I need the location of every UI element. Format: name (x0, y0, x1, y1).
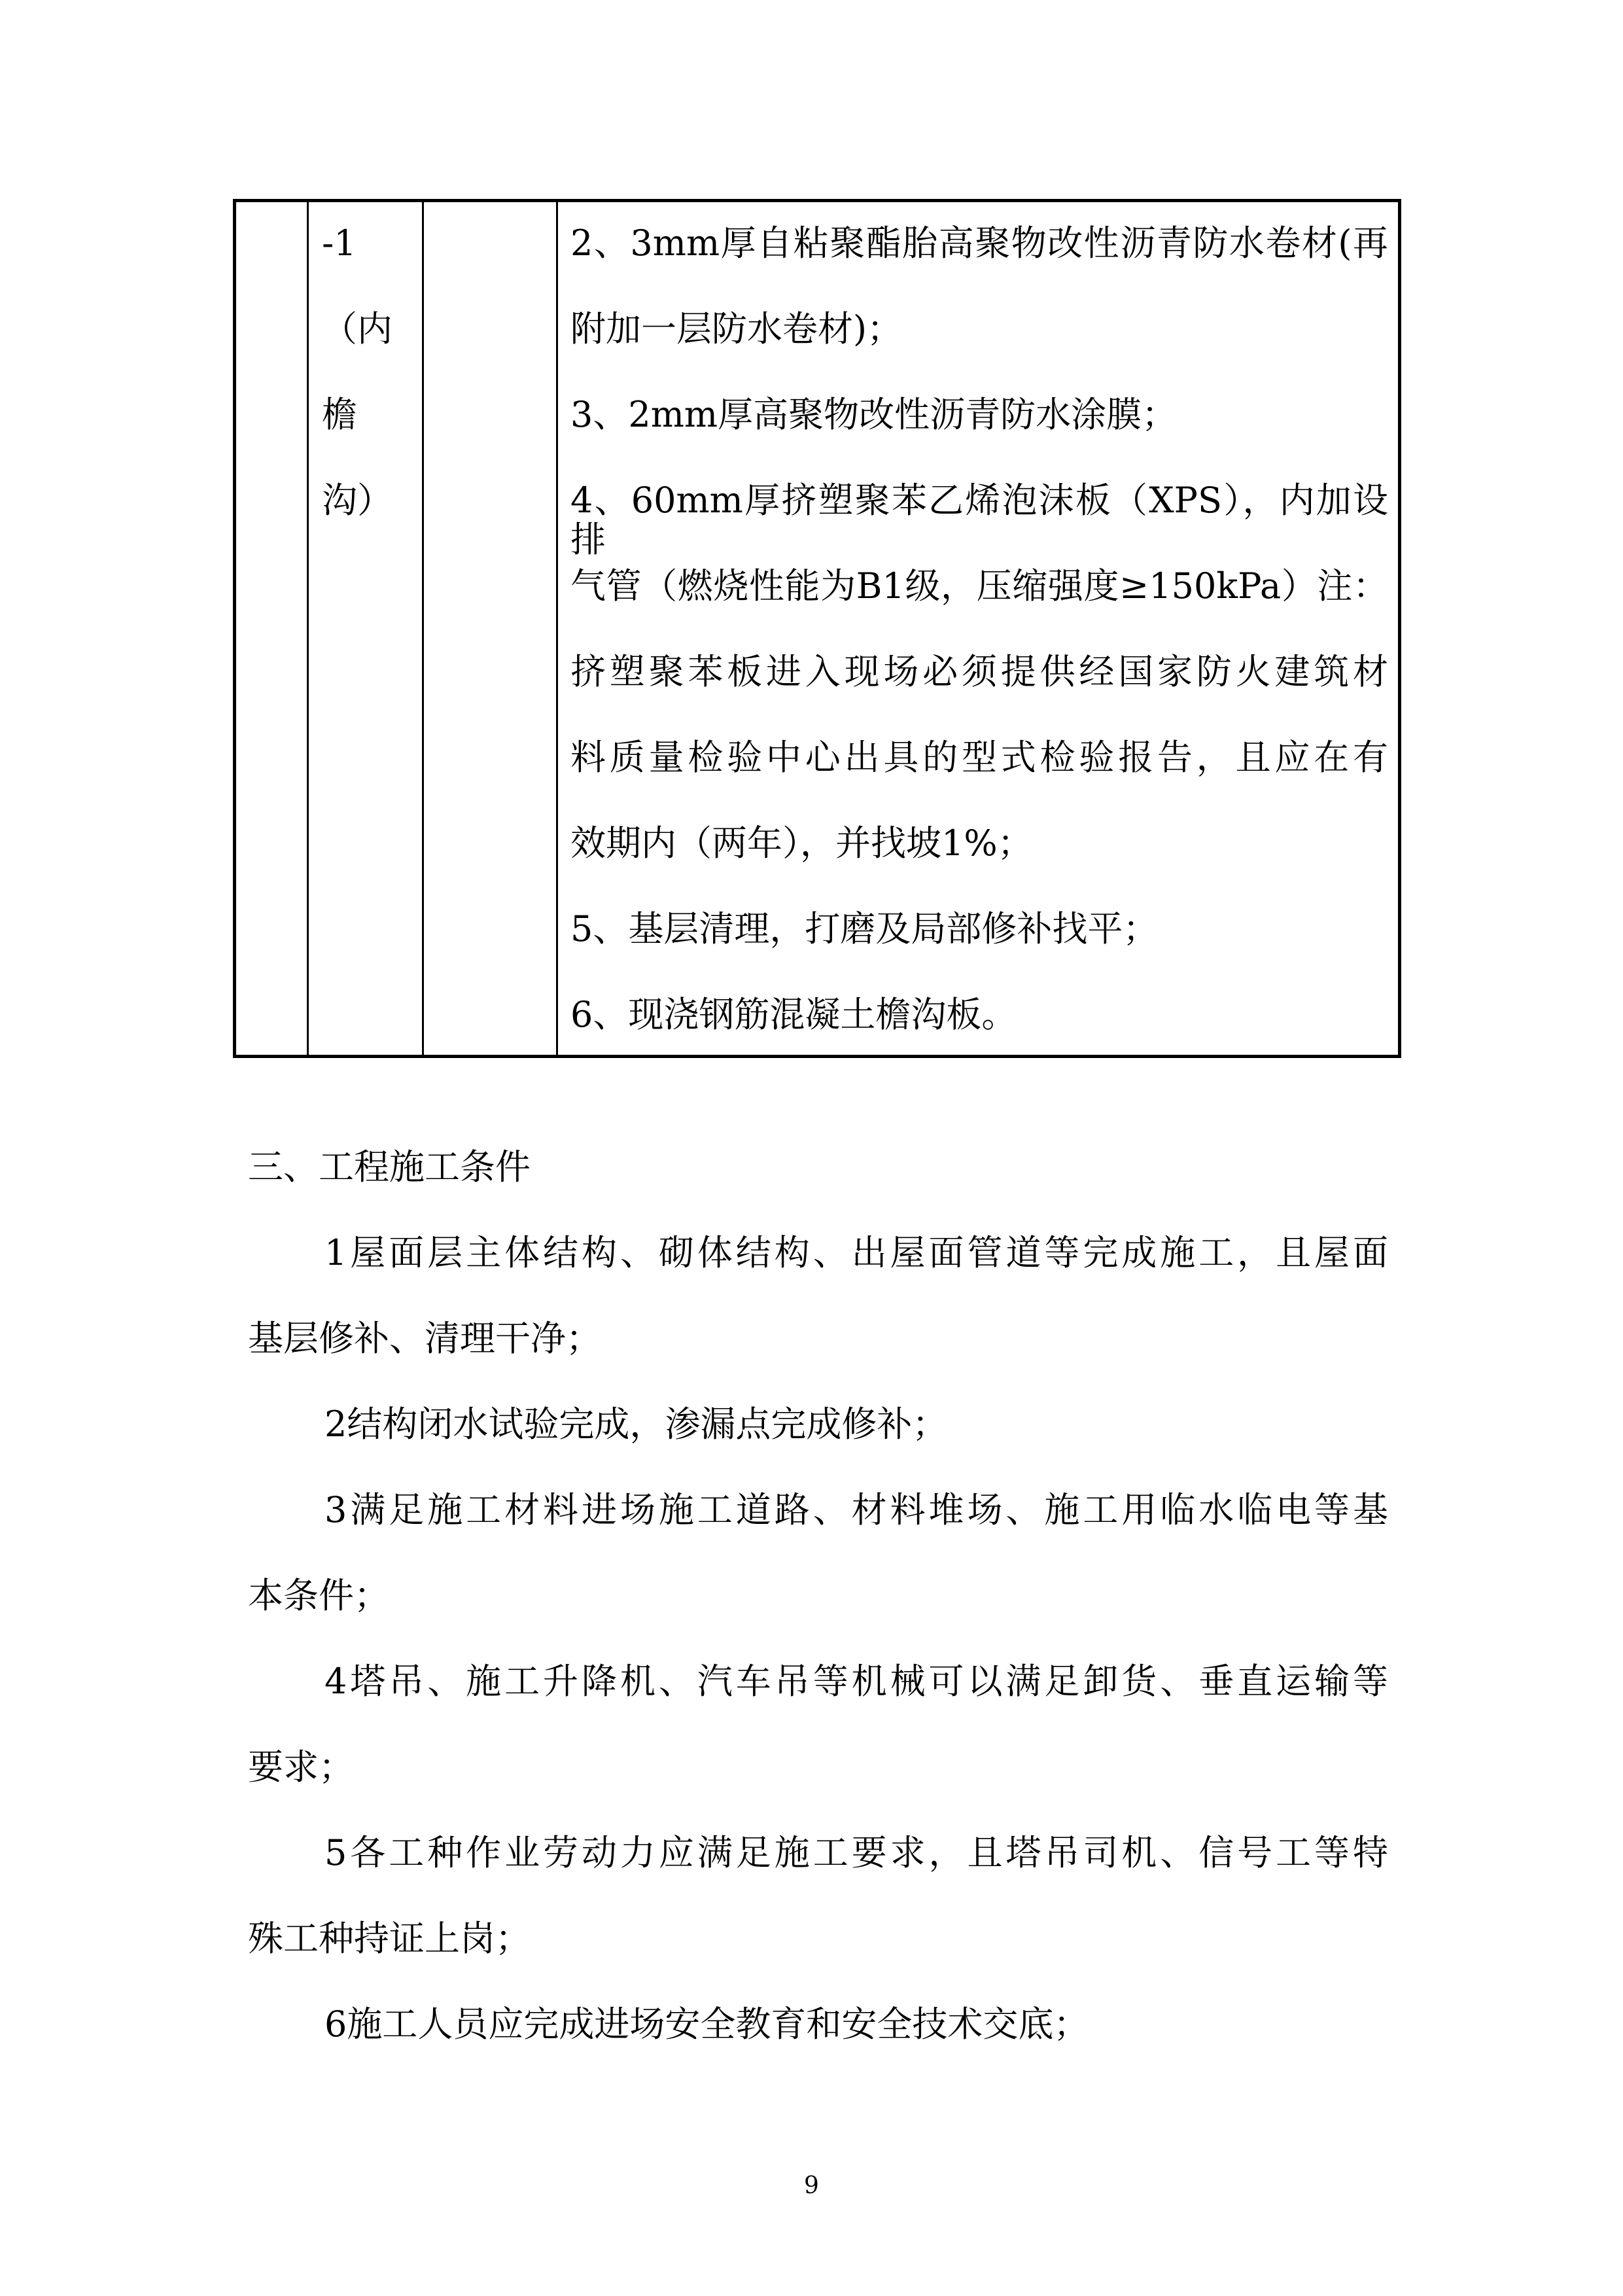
cell-text-line: 2、3mm厚自粘聚酯胎高聚物改性沥青防水卷材(再 (570, 222, 1388, 264)
paragraph-line: 5各工种作业劳动力应满足施工要求，且塔吊司机、信号工等特 (324, 1832, 1388, 1873)
paragraph-line: 6施工人员应完成进场安全教育和安全技术交底； (324, 2004, 1089, 2045)
cell-text-line: 檐 (322, 394, 357, 435)
cell-text-line: -1 (322, 222, 357, 264)
cell-text-line: 效期内（两年），并找坡1%； (570, 822, 1033, 864)
cell-text-line: 料质量检验中心出具的型式检验报告，且应在有 (570, 737, 1388, 778)
table-column-divider (307, 202, 309, 1055)
cell-text-line: （内 (322, 308, 393, 349)
cell-text-line: 5、基层清理，打磨及局部修补找平； (570, 908, 1159, 949)
cell-text-line: 沟） (322, 480, 393, 521)
paragraph-line: 基层修补、清理干净； (248, 1318, 601, 1359)
paragraph-line: 殊工种持证上岗； (248, 1918, 531, 1959)
paragraph-line: 要求； (248, 1746, 354, 1788)
paragraph-line: 3满足施工材料进场施工道路、材料堆场、施工用临水临电等基 (324, 1489, 1388, 1530)
table-column-divider (556, 202, 558, 1055)
page-number: 9 (804, 2172, 819, 2199)
paragraph-line: 2结构闭水试验完成，渗漏点完成修补； (324, 1404, 948, 1445)
section-heading: 三、工程施工条件 (248, 1146, 531, 1188)
cell-text-line: 挤塑聚苯板进入现场必须提供经国家防火建筑材 (570, 651, 1388, 692)
paragraph-line: 本条件； (248, 1575, 389, 1616)
paragraph-line: 1屋面层主体结构、砌体结构、出屋面管道等完成施工，且屋面 (324, 1232, 1388, 1273)
cell-text-line: 气管（燃烧性能为B1级，压缩强度≥150kPa）注： (570, 565, 1388, 607)
paragraph-line: 4塔吊、施工升降机、汽车吊等机械可以满足卸货、垂直运输等 (324, 1661, 1388, 1702)
cell-text-line: 附加一层防水卷材)； (570, 308, 903, 349)
cell-text-line: 6、现浇钢筋混凝土檐沟板。 (570, 994, 1017, 1035)
cell-text-line: 4、60mm厚挤塑聚苯乙烯泡沫板（XPS），内加设排 (570, 480, 1388, 560)
table-column-divider (422, 202, 424, 1055)
cell-text-line: 3、2mm厚高聚物改性沥青防水涂膜； (570, 394, 1178, 435)
